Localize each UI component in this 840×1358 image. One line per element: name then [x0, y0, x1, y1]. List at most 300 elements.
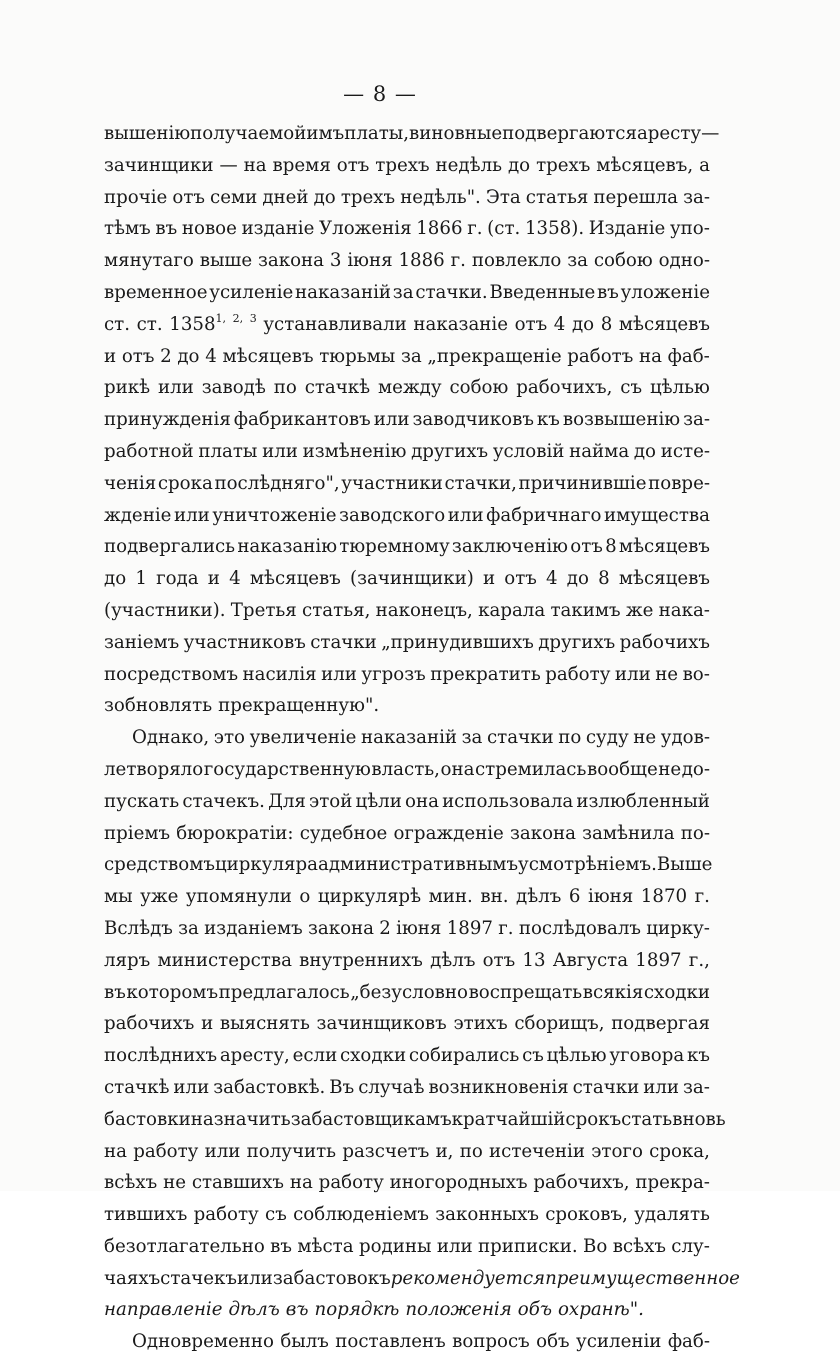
word: 4 — [205, 345, 217, 367]
word: прекращенную". — [218, 695, 380, 717]
word: къ — [536, 409, 560, 431]
word: или — [262, 440, 298, 462]
word: государственную — [203, 758, 371, 780]
word: если — [292, 1045, 338, 1067]
word: измѣненію — [302, 440, 407, 462]
word: или — [447, 504, 484, 526]
word: средствомъ — [104, 854, 215, 876]
word: зачинщиковъ — [316, 1013, 447, 1035]
text-line — [104, 1263, 740, 1295]
word: собирались — [408, 1045, 520, 1067]
text-line — [104, 1136, 710, 1168]
italic-word: дѣлъ — [228, 1299, 280, 1321]
word: іюня — [588, 886, 634, 908]
word: цѣлью — [546, 1045, 607, 1067]
word: зачинщики — [104, 154, 214, 176]
word: недѣль — [435, 154, 503, 176]
word: дѣлъ — [430, 949, 476, 971]
word: рабочихъ — [104, 1013, 195, 1035]
word: съ — [522, 1045, 544, 1067]
word: за — [400, 345, 422, 367]
word: другихъ — [411, 440, 489, 462]
word: причинившіе — [518, 472, 647, 494]
word: суду — [585, 727, 629, 749]
word: Третья — [230, 599, 297, 621]
word: съ — [265, 1204, 287, 1226]
word: административнымъ — [318, 854, 519, 876]
word: перешла — [593, 186, 678, 208]
word: прекра- — [635, 1172, 710, 1194]
word: заводчиковъ — [412, 409, 534, 431]
word: платы — [198, 440, 258, 462]
word: отъ — [482, 949, 516, 971]
word: или — [173, 1076, 210, 1098]
word: использовала — [442, 790, 574, 812]
word: ченія — [104, 472, 157, 494]
word: заводѣ — [201, 377, 266, 399]
word: всѣхъ — [104, 1172, 158, 1194]
word: циркуляра — [214, 854, 318, 876]
word: съ — [620, 377, 643, 399]
italic-word: объ — [517, 1299, 552, 1321]
word: за- — [683, 186, 710, 208]
word: не — [658, 758, 682, 780]
body-text — [104, 118, 740, 1358]
word: и, — [435, 1140, 454, 1162]
word: упомянули — [185, 886, 292, 908]
word: Вслѣдъ — [104, 917, 173, 939]
word: статья — [525, 186, 589, 208]
word: или — [321, 663, 357, 685]
word: Эта — [485, 186, 521, 208]
word: ляръ — [104, 949, 151, 971]
word: работной — [104, 440, 194, 462]
word: 3 — [329, 250, 342, 272]
word: Введенные — [489, 281, 596, 303]
word: соблюденіемъ — [293, 1204, 429, 1226]
text-line — [104, 118, 720, 150]
word: до — [566, 568, 589, 590]
word: или — [614, 663, 651, 685]
word: кратчайшій — [451, 1108, 566, 1130]
word: жденіе — [104, 504, 172, 526]
word: работу — [545, 663, 611, 685]
word: за — [392, 281, 414, 303]
word: тюремному — [339, 536, 450, 558]
word: г. — [450, 250, 466, 272]
word: до — [313, 186, 336, 208]
word: карала — [478, 599, 546, 621]
word: получаемой — [190, 123, 307, 144]
word: летворяло — [104, 758, 204, 780]
word: власть, — [371, 758, 440, 780]
word: 1897 — [446, 917, 493, 939]
word: этой — [309, 790, 353, 812]
word: за — [461, 727, 483, 749]
word: всякія — [582, 981, 644, 1003]
text-line — [104, 500, 710, 532]
word: повре- — [648, 472, 710, 494]
word: по — [558, 727, 582, 749]
word: стачкѣ — [104, 1076, 170, 1098]
word: мѣсяцевъ, — [596, 154, 694, 176]
text-line — [104, 245, 710, 277]
word: аресту, — [219, 1045, 290, 1067]
word: родины — [358, 1235, 432, 1257]
word: по — [459, 1140, 483, 1162]
word: Однако, — [132, 727, 210, 749]
word: забастовщикамъ — [290, 1108, 452, 1130]
word: закона — [307, 917, 375, 939]
word: работу — [133, 1140, 199, 1162]
word: за- — [683, 409, 710, 431]
word: на — [104, 1140, 127, 1162]
italic-word: порядкѣ — [314, 1299, 400, 1321]
word: тѣмъ — [104, 218, 151, 240]
word: „принудившихъ — [381, 631, 534, 653]
word: которомъ — [126, 981, 219, 1003]
text-line — [104, 1294, 710, 1326]
word: стачки — [572, 1076, 640, 1098]
word: стачекъ. — [182, 790, 265, 812]
word: наказаній — [361, 727, 458, 749]
word: забастовокъ — [272, 1267, 391, 1289]
word: найма — [569, 440, 630, 462]
text-line — [104, 1167, 710, 1199]
word: исте- — [660, 440, 710, 462]
word: подвергая — [611, 1013, 710, 1035]
text-line — [104, 977, 710, 1009]
word: 4 — [553, 313, 566, 335]
word: Августа — [552, 949, 629, 971]
word: отъ — [121, 345, 155, 367]
word: на — [639, 345, 662, 367]
word: вопросъ — [452, 1331, 530, 1353]
word: мѣсяцевъ — [222, 345, 314, 367]
word: цѣлью — [649, 377, 710, 399]
text-line — [104, 690, 710, 722]
word: отъ — [504, 568, 537, 590]
word: работу — [318, 1172, 384, 1194]
word: до — [633, 440, 657, 462]
text-line — [104, 1231, 710, 1263]
word: „безусловно — [350, 981, 468, 1003]
text-line — [104, 150, 710, 182]
word: излюбленный — [576, 790, 710, 812]
word: угрозъ — [361, 663, 426, 685]
word: „прекращеніе — [427, 345, 562, 367]
word: рикѣ — [104, 377, 151, 399]
word: удов- — [660, 727, 710, 749]
word: или — [436, 1235, 473, 1257]
word: не — [655, 663, 679, 685]
word: недѣль". — [400, 186, 481, 208]
word: удалять — [634, 1204, 710, 1226]
word: 1870 — [640, 886, 688, 908]
word: забастовкѣ. — [213, 1076, 326, 1098]
word: и — [207, 568, 220, 590]
word: стачекъ — [160, 1267, 237, 1289]
word: 13 — [522, 949, 546, 971]
word: Для — [268, 790, 306, 812]
word: (ст. — [487, 218, 521, 240]
word: — — [219, 154, 238, 176]
word: не — [633, 727, 657, 749]
word: стачки — [487, 727, 554, 749]
word: поставленъ — [335, 1331, 446, 1353]
word: къ — [686, 1045, 710, 1067]
word: платы, — [344, 123, 410, 144]
word: трехъ — [340, 186, 396, 208]
word: фабричнаго — [486, 504, 602, 526]
word: мѣсяцевъ — [618, 313, 710, 335]
word: семи — [210, 186, 258, 208]
word: изданіе — [241, 218, 315, 240]
word: судебное — [299, 822, 388, 844]
word: вновь — [672, 1108, 726, 1130]
word: сходки — [339, 1045, 407, 1067]
word: это — [213, 727, 245, 749]
word: мы — [104, 886, 133, 908]
word: мѣсяцевъ — [249, 568, 341, 590]
word: въ — [270, 1235, 292, 1257]
word: воспрещать — [468, 981, 583, 1003]
text-line — [104, 1040, 710, 1072]
word: не — [163, 1172, 186, 1194]
word: стачкѣ — [304, 377, 371, 399]
word: ст. — [104, 313, 131, 335]
word: послѣдовалъ — [518, 917, 641, 939]
word: наконецъ, — [375, 599, 473, 621]
word: стачки, — [444, 472, 517, 494]
word: собою — [449, 377, 509, 399]
text-line — [104, 627, 710, 659]
word: наказаніе — [413, 313, 509, 335]
word: рабочихъ, — [516, 377, 613, 399]
word: временное — [104, 281, 208, 303]
text-line — [104, 849, 713, 881]
word: отъ — [570, 536, 603, 558]
word: стать — [621, 1108, 673, 1130]
italic-word: въ — [285, 1299, 309, 1321]
word: (зачинщики) — [350, 568, 474, 590]
word: фаб- — [667, 345, 710, 367]
word: и — [104, 345, 117, 367]
word: слу- — [671, 1235, 710, 1257]
word: дѣлъ — [516, 886, 562, 908]
word: такимъ — [550, 599, 621, 621]
page-number: — 8 — — [343, 82, 417, 106]
word: 1886 — [398, 250, 445, 272]
word: условій — [492, 440, 565, 462]
word: заніемъ — [104, 631, 180, 653]
word: уничтоженіе — [212, 504, 337, 526]
word: новое — [181, 218, 237, 240]
word: по — [273, 377, 297, 399]
word: изданіемъ — [204, 917, 303, 939]
word: г., — [688, 949, 710, 971]
word: въ — [155, 218, 178, 240]
word: Выше — [656, 854, 713, 876]
word: или — [158, 377, 194, 399]
word: 4 — [229, 568, 241, 590]
word: до — [104, 568, 127, 590]
word: между — [378, 377, 442, 399]
word: собою — [593, 250, 653, 272]
word: имъ — [306, 123, 345, 144]
word: увеличеніе — [249, 727, 357, 749]
word: зобновлять — [104, 695, 213, 717]
word: другихъ — [538, 631, 616, 653]
italic-word: направленіе — [104, 1299, 223, 1321]
word: иногородныхъ — [389, 1172, 528, 1194]
word: срокъ — [565, 1108, 622, 1130]
word: имущества — [604, 504, 710, 526]
word: усмотрѣніемъ. — [518, 854, 657, 876]
word: Уложенія — [319, 218, 412, 240]
word: мин. — [428, 886, 473, 908]
text-line — [104, 945, 710, 977]
word: тившихъ — [104, 1204, 188, 1226]
word: замѣнила — [582, 822, 675, 844]
word: г. — [467, 218, 483, 240]
word: мѣсяцевъ — [618, 536, 710, 558]
word: отъ — [336, 154, 370, 176]
word: министерства — [157, 949, 292, 971]
word: внутреннихъ — [299, 949, 423, 971]
word: вышенію — [104, 123, 191, 144]
word: трехъ — [375, 154, 430, 176]
word: выше — [199, 250, 253, 272]
word: Въ — [329, 1076, 355, 1098]
word: мѣсяцевъ — [618, 568, 710, 590]
word: устанавливали — [263, 313, 407, 335]
word: отъ — [172, 186, 205, 208]
word: и — [482, 568, 496, 590]
word: фабрикантовъ — [233, 409, 371, 431]
word: до- — [681, 758, 710, 780]
word: за- — [682, 1076, 710, 1098]
word: сборищъ, — [514, 1013, 605, 1035]
word: всѣхъ — [612, 1235, 666, 1257]
word: циркулярѣ — [317, 886, 422, 908]
word: время — [272, 154, 331, 176]
word: возвышенію — [562, 409, 681, 431]
text-line — [104, 1008, 710, 1040]
word: нака- — [658, 599, 710, 621]
word: былъ — [280, 1331, 329, 1353]
word: же — [625, 599, 654, 621]
word: возникновенія — [428, 1076, 569, 1098]
word: бюрократіи: — [176, 822, 294, 844]
text-line — [104, 404, 710, 436]
word: послѣдняго", — [214, 472, 340, 494]
word: усиленіе — [209, 281, 294, 303]
word: статья, — [302, 599, 371, 621]
text-line — [104, 341, 710, 373]
word: истеченіи — [489, 1140, 585, 1162]
word: или — [173, 504, 210, 526]
word: мянутаго — [104, 250, 194, 272]
word: отъ — [514, 313, 548, 335]
word: закона — [257, 250, 325, 272]
word: подвергаются — [502, 123, 637, 144]
word: 2, — [232, 311, 244, 325]
word: прекратить — [430, 663, 541, 685]
text-line — [104, 1072, 710, 1104]
word: Изданіе — [588, 218, 666, 240]
word: послѣднихъ — [104, 1045, 218, 1067]
word: вообще — [586, 758, 658, 780]
word: уложеніе — [620, 281, 710, 303]
word: работъ — [567, 345, 634, 367]
word: г. — [498, 917, 514, 939]
text-line — [104, 372, 710, 404]
word: сходки — [643, 981, 710, 1003]
word: Во — [582, 1235, 608, 1257]
word: стремилась — [474, 758, 587, 780]
word: о — [299, 886, 311, 908]
word: 4 — [546, 568, 558, 590]
word: законныхъ — [435, 1204, 539, 1226]
word: этихъ — [453, 1013, 508, 1035]
word: 1897 — [635, 949, 682, 971]
word: на — [289, 1172, 313, 1194]
word: одно- — [658, 250, 710, 272]
word: чаяхъ — [104, 1267, 161, 1289]
word: или — [373, 409, 410, 431]
word: цирку- — [646, 917, 710, 939]
word: виновные — [409, 123, 503, 144]
word: работу — [193, 1204, 259, 1226]
italic-word: рекомендуется — [390, 1267, 546, 1289]
word: цѣли — [355, 790, 402, 812]
word: сроковъ, — [545, 1204, 628, 1226]
word: 2 — [379, 917, 391, 939]
word: наказаній — [295, 281, 392, 303]
word: насилія — [242, 663, 317, 685]
word: подвергались — [104, 536, 236, 558]
word: за — [178, 917, 199, 939]
word: посредствомъ — [104, 663, 239, 685]
word: мѣста — [297, 1235, 354, 1257]
word: въ — [104, 981, 126, 1003]
word: усиленіи — [576, 1331, 662, 1353]
text-line — [104, 436, 710, 468]
word: получить — [246, 1140, 337, 1162]
word: заключенію — [451, 536, 568, 558]
word: 8 — [598, 568, 610, 590]
text-line — [104, 754, 710, 786]
word: на — [243, 154, 267, 176]
word: $1358^{1,}$ — [169, 311, 227, 335]
text-line — [104, 722, 710, 754]
word: она — [405, 790, 439, 812]
word: ст. — [136, 313, 163, 335]
word: или — [237, 1267, 273, 1289]
text-line — [104, 213, 710, 245]
word: повлекло — [471, 250, 562, 272]
word: этого — [591, 1140, 643, 1162]
word: предлагалось — [218, 981, 350, 1003]
word: фаб- — [667, 1331, 710, 1353]
text-line — [104, 881, 710, 913]
word: (участники). — [104, 599, 226, 621]
italic-word: охранѣ". — [557, 1299, 644, 1321]
word: вн. — [480, 886, 509, 908]
word: стачки — [310, 631, 377, 653]
word: 8 — [600, 313, 613, 335]
